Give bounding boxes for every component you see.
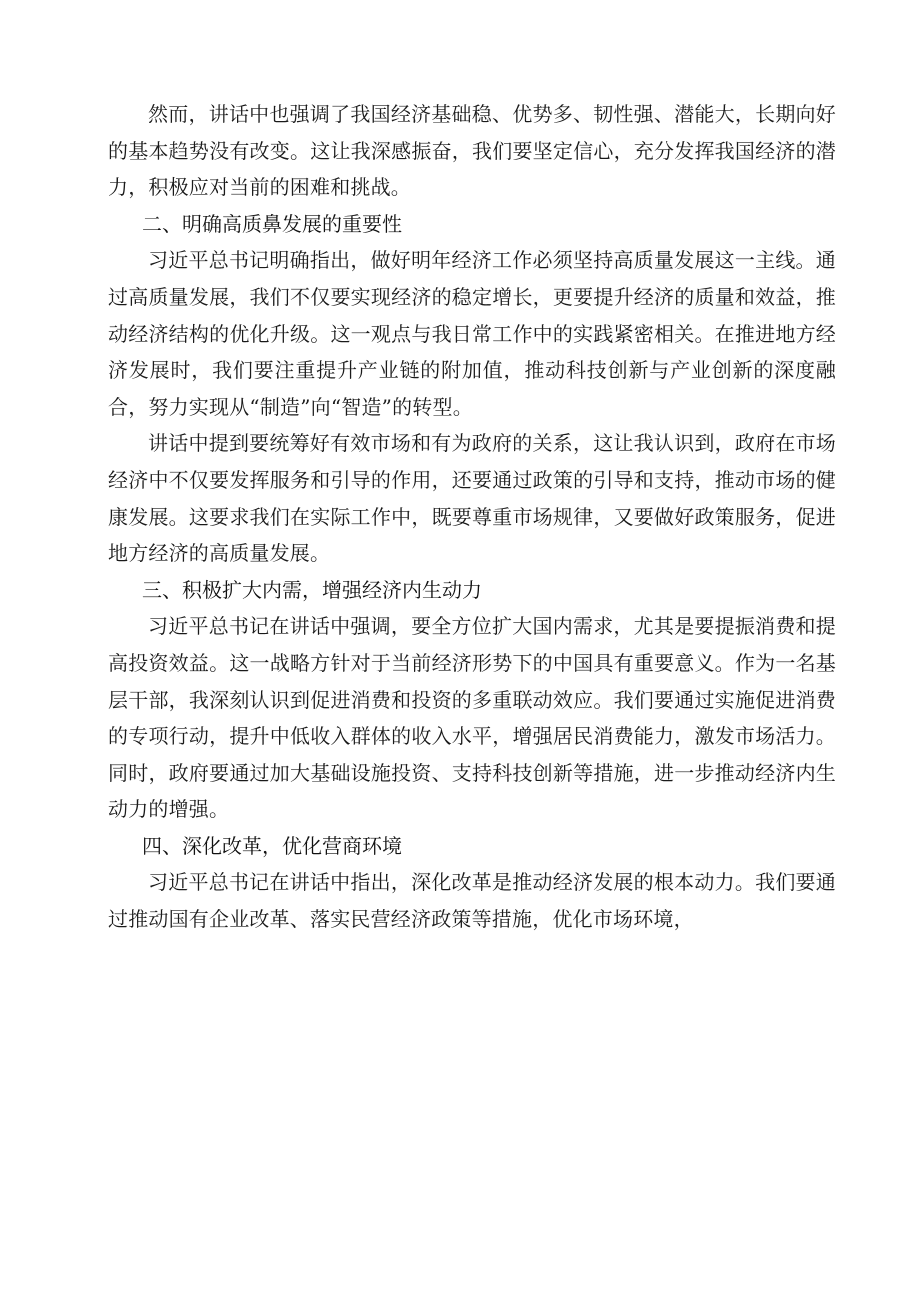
document-body <box>108 96 836 938</box>
paragraph-market-and-government: 讲话中提到要统筹好有效市场和有为政府的关系，这让我认识到，政府在市场经济中不仅要发挥服务和引导的作用，还要通过政策的引导和支持，推动市场的健康发展。这要求我们在实际工作中，既要尊重市场规律，又要做好政策服务，促进地方经济的高质量发展。 <box>108 431 836 566</box>
section-heading-domestic-demand: 三、积极扩大内需，增强经济内生动力 <box>142 577 482 602</box>
section-heading-high-quality-development: 二、明确高质鼻发展的重要性 <box>142 211 402 236</box>
paragraph-reform-business-environment: 习近平总书记在讲话中指出，深化改革是推动经济发展的根本动力。我们要通过推动国有企业改革、落实民营经济政策等措施，优化市场环境， <box>108 870 836 932</box>
section-heading-deepen-reform: 四、深化改革，优化营商环境 <box>142 833 402 858</box>
paragraph-economy-fundamentals: 然而，讲话中也强调了我国经济基础稳、优势多、韧性强、潜能大，长期向好的基本趋势没有改变。这让我深感振奋，我们要坚定信心，充分发挥我国经济的潜力，积极应对当前的困难和挑战。 <box>108 102 836 200</box>
paragraph-consumption-investment: 习近平总书记在讲话中强调，要全方位扩大国内需求，尤其是要提振消费和提高投资效益。这一战略方针对于当前经济形势下的中国具有重要意义。作为一名基层干部，我深刻认识到促进消费和投资的多重联动效应。我们要通过实施促进消费的专项行动，提升中低收入群体的收入水平，增强居民消费能力，激发市场活力。同时，政府要通过加大基础设施投资、支持科技创新等措施，进一步推动经济内生动力的增强。 <box>108 614 836 822</box>
paragraph-high-quality-mainline: 习近平总书记明确指出，做好明年经济工作必须坚持高质量发展这一主线。通过高质量发展，我们不仅要实现经济的稳定增长，更要提升经济的质量和效益，推动经济结构的优化升级。这一观点与我日常工作中的实践紧密相关。在推进地方经济发展时，我们要注重提升产业链的附加值，推动科技创新与产业创新的深度融合，努力实现从“制造”向“智造”的转型。 <box>108 248 836 419</box>
